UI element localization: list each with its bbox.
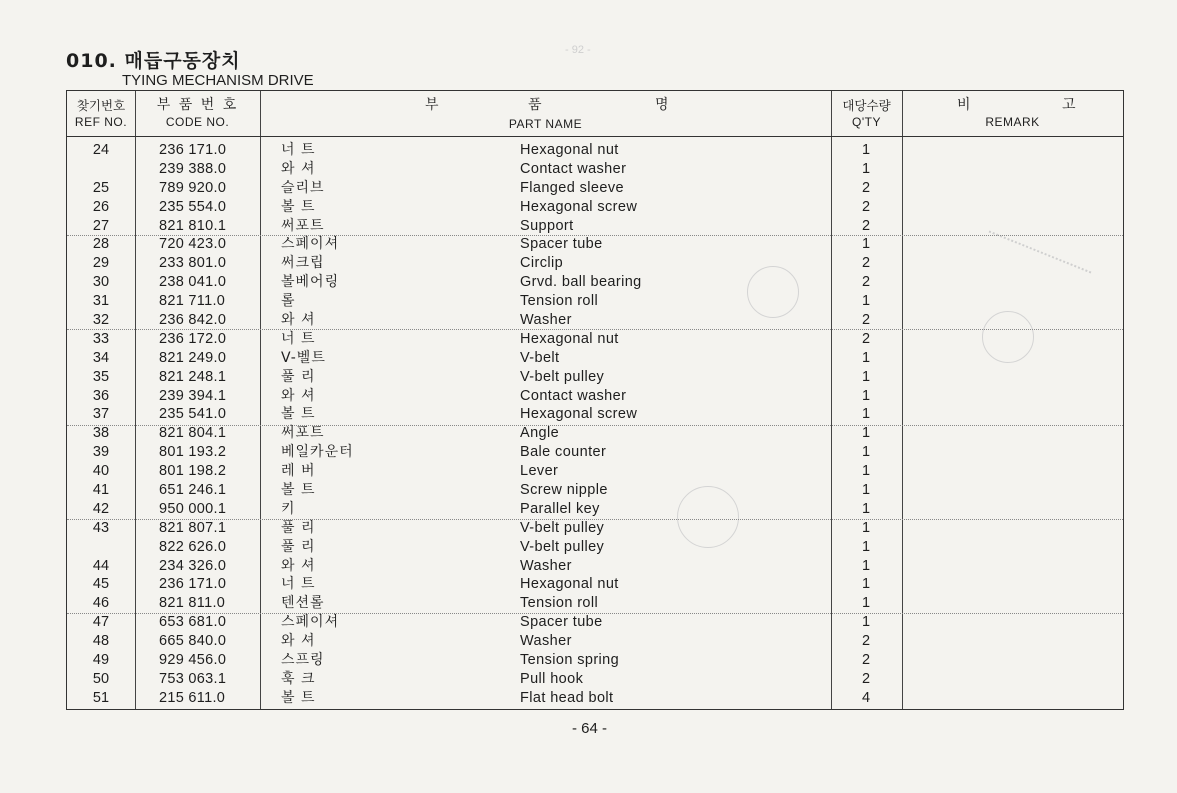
code-no: 929 456.0 — [159, 652, 227, 669]
part-name-ko: 와 셔 — [281, 557, 316, 574]
part-name-ko: 텐션롤 — [281, 595, 325, 612]
part-name-ko: 와 셔 — [281, 633, 316, 650]
code-no: 821 711.0 — [159, 293, 226, 310]
ref-no: 46 — [92, 595, 110, 612]
qty: 2 — [861, 274, 871, 291]
ref-no: 50 — [92, 670, 110, 687]
ref-no: 30 — [92, 274, 110, 291]
qty: 1 — [861, 595, 871, 612]
ref-no: 37 — [92, 406, 110, 423]
table-row — [67, 368, 1123, 387]
title-english: TYING MECHANISM DRIVE — [122, 72, 314, 89]
part-name-ko: 볼 트 — [281, 198, 316, 215]
part-name-en: Hexagonal screw — [520, 198, 638, 215]
table-row — [67, 235, 1123, 254]
ref-no: 42 — [92, 500, 110, 517]
part-name-en: Washer — [520, 633, 572, 650]
code-no: 821 810.1 — [159, 217, 227, 234]
header-qty-ko: 대당수량 — [842, 98, 891, 113]
part-name-en: Support — [520, 217, 574, 234]
qty: 2 — [861, 255, 871, 272]
part-name-en: Contact washer — [520, 160, 627, 177]
part-name-en: Circlip — [520, 255, 564, 272]
part-name-ko: 볼 트 — [281, 406, 316, 423]
part-name-ko: 스프링 — [281, 652, 325, 669]
faint-page-mark: - 92 - — [565, 44, 591, 56]
qty: 2 — [861, 652, 871, 669]
header-name-ko-2: 품 — [528, 97, 544, 113]
qty: 2 — [861, 330, 871, 347]
table-row — [67, 405, 1123, 424]
part-name-en: Angle — [520, 425, 560, 442]
page-number: - 64 - — [572, 720, 608, 737]
ref-no: 35 — [92, 368, 110, 385]
ref-no: 26 — [92, 198, 110, 215]
table-row — [67, 443, 1123, 462]
header-code-en: CODE NO. — [165, 115, 230, 129]
ref-no: 31 — [92, 293, 110, 310]
header-qty — [831, 97, 902, 131]
header-name-en: PART NAME — [508, 117, 583, 131]
part-name-en: Hexagonal nut — [520, 330, 619, 347]
part-name-en: Tension roll — [520, 595, 599, 612]
code-no: 950 000.1 — [159, 500, 227, 517]
qty: 2 — [861, 198, 871, 215]
part-name-en: Washer — [520, 557, 572, 574]
table-row — [67, 198, 1123, 217]
qty: 1 — [861, 557, 871, 574]
part-name-en: Screw nipple — [520, 482, 608, 499]
code-no: 821 807.1 — [159, 519, 227, 536]
part-name-ko: 키 — [281, 500, 296, 517]
table-row — [67, 594, 1123, 613]
part-name-en: Washer — [520, 312, 572, 329]
qty: 1 — [861, 519, 871, 536]
part-name-en: Pull hook — [520, 670, 584, 687]
part-name-en: Contact washer — [520, 387, 627, 404]
part-name-en: V-belt — [520, 349, 560, 366]
part-name-ko: 스페이셔 — [281, 236, 340, 253]
ref-no: 48 — [92, 633, 110, 650]
table-row — [67, 538, 1123, 557]
part-name-ko: 풀 리 — [281, 368, 316, 385]
qty: 1 — [861, 160, 871, 177]
code-no: 235 554.0 — [159, 198, 227, 215]
part-name-en: Hexagonal nut — [520, 576, 619, 593]
ref-no: 43 — [92, 519, 110, 536]
table-row — [67, 254, 1123, 273]
table-body — [67, 141, 1123, 708]
code-no: 801 198.2 — [159, 463, 227, 480]
code-no: 651 246.1 — [159, 482, 227, 499]
part-name-en: Hexagonal nut — [520, 142, 619, 158]
header-remark — [902, 97, 1123, 135]
part-name-en: Flat head bolt — [520, 689, 614, 706]
header-remark-ko-1: 비 — [957, 97, 973, 113]
header-name-ko-3: 명 — [655, 97, 671, 113]
part-name-ko: 롤 — [281, 293, 296, 310]
part-name-en: Hexagonal screw — [520, 406, 638, 423]
table-row — [67, 349, 1123, 368]
header-code-ko: 부 품 번 호 — [156, 97, 239, 113]
qty: 4 — [861, 689, 871, 706]
table-row — [67, 273, 1123, 292]
ref-no: 34 — [92, 349, 110, 366]
qty: 1 — [861, 614, 871, 631]
part-name-en: Bale counter — [520, 444, 607, 461]
part-name-ko: 베일카운터 — [281, 444, 354, 461]
part-name-ko: 써포트 — [281, 217, 325, 234]
table-row — [67, 557, 1123, 576]
part-name-ko: V-벨트 — [281, 349, 326, 366]
qty: 2 — [861, 633, 871, 650]
part-name-ko: 풀 리 — [281, 538, 316, 555]
code-no: 653 681.0 — [159, 614, 227, 631]
part-name-ko: 와 셔 — [281, 312, 316, 329]
table-row — [67, 311, 1123, 330]
table-row — [67, 160, 1123, 179]
part-name-ko: 와 셔 — [281, 387, 316, 404]
qty: 2 — [861, 312, 871, 329]
table-row — [67, 424, 1123, 443]
parts-table — [66, 90, 1124, 710]
qty: 2 — [861, 670, 871, 687]
ref-no: 39 — [92, 444, 110, 461]
part-name-ko: 스페이셔 — [281, 614, 340, 631]
table-row — [67, 141, 1123, 160]
header-code — [135, 97, 260, 131]
ref-no: 27 — [92, 217, 110, 234]
code-no: 236 171.0 — [159, 576, 227, 593]
table-row — [67, 651, 1123, 670]
header-part-name — [260, 97, 831, 135]
header-ref — [67, 97, 135, 131]
table-row — [67, 689, 1123, 708]
qty: 1 — [861, 387, 871, 404]
part-name-ko: 볼 트 — [281, 482, 316, 499]
part-name-en: Parallel key — [520, 500, 600, 517]
qty: 1 — [861, 482, 871, 499]
table-row — [67, 613, 1123, 632]
part-name-ko: 써포트 — [281, 425, 325, 442]
code-no: 233 801.0 — [159, 255, 227, 272]
page-title-block — [66, 50, 314, 90]
qty: 1 — [861, 236, 871, 253]
ref-no: 29 — [92, 255, 110, 272]
qty: 1 — [861, 463, 871, 480]
ref-no: 51 — [92, 689, 110, 706]
code-no: 236 171.0 — [159, 142, 227, 158]
part-name-ko: 레 버 — [281, 463, 316, 480]
qty: 1 — [861, 444, 871, 461]
header-name-ko-1: 부 — [425, 97, 441, 113]
title-korean: 010. 매듭구동장치 — [66, 50, 241, 72]
qty: 1 — [861, 425, 871, 442]
table-row — [67, 292, 1123, 311]
ref-no: 24 — [92, 142, 110, 158]
code-no: 236 172.0 — [159, 330, 227, 347]
part-name-en: V-belt pulley — [520, 538, 605, 555]
part-name-en: V-belt pulley — [520, 519, 605, 536]
ref-no: 25 — [92, 179, 110, 196]
table-row — [67, 632, 1123, 651]
ref-no: 28 — [92, 236, 110, 253]
header-ref-ko: 찾기번호 — [76, 98, 126, 113]
table-row — [67, 330, 1123, 349]
table-row — [67, 462, 1123, 481]
qty: 1 — [861, 293, 871, 310]
qty: 1 — [861, 538, 871, 555]
table-row — [67, 387, 1123, 406]
ref-no: 45 — [92, 576, 110, 593]
table-row — [67, 519, 1123, 538]
code-no: 753 063.1 — [159, 670, 227, 687]
ref-no: 49 — [92, 652, 110, 669]
part-name-ko: 너 트 — [281, 330, 316, 347]
ref-no: 47 — [92, 614, 110, 631]
qty: 1 — [861, 368, 871, 385]
code-no: 789 920.0 — [159, 179, 227, 196]
header-divider — [67, 136, 1123, 137]
qty: 1 — [861, 406, 871, 423]
part-name-en: Flanged sleeve — [520, 179, 624, 196]
qty: 1 — [861, 576, 871, 593]
table-row — [67, 179, 1123, 198]
ref-no: 41 — [92, 482, 110, 499]
code-no: 238 041.0 — [159, 274, 227, 291]
code-no: 236 842.0 — [159, 312, 227, 329]
ref-no: 38 — [92, 425, 110, 442]
part-name-ko: 볼 트 — [281, 689, 316, 706]
part-name-en: Grvd. ball bearing — [520, 274, 642, 291]
qty: 1 — [861, 500, 871, 517]
table-row — [67, 481, 1123, 500]
qty: 2 — [861, 217, 871, 234]
code-no: 720 423.0 — [159, 236, 227, 253]
code-no: 234 326.0 — [159, 557, 227, 574]
table-row — [67, 575, 1123, 594]
part-name-ko: 너 트 — [281, 142, 316, 158]
part-name-en: Lever — [520, 463, 559, 480]
part-name-ko: 볼베어링 — [281, 274, 340, 291]
part-name-en: V-belt pulley — [520, 368, 605, 385]
part-name-ko: 써크립 — [281, 255, 325, 272]
code-no: 215 611.0 — [159, 689, 226, 706]
part-name-ko: 와 셔 — [281, 160, 316, 177]
part-name-en: Tension roll — [520, 293, 599, 310]
code-no: 821 249.0 — [159, 349, 227, 366]
ref-no: 40 — [92, 463, 110, 480]
part-name-ko: 너 트 — [281, 576, 316, 593]
ref-no: 33 — [92, 330, 110, 347]
header-remark-en: REMARK — [985, 115, 1040, 129]
qty: 1 — [861, 142, 871, 158]
part-name-ko: 슬리브 — [281, 179, 325, 196]
part-name-en: Spacer tube — [520, 236, 603, 253]
header-qty-en: Q'TY — [852, 115, 881, 129]
ref-no: 32 — [92, 312, 110, 329]
code-no: 239 388.0 — [159, 160, 227, 177]
code-no: 235 541.0 — [159, 406, 227, 423]
ref-no: 36 — [92, 387, 110, 404]
code-no: 665 840.0 — [159, 633, 227, 650]
code-no: 239 394.1 — [159, 387, 227, 404]
part-name-ko: 훅 크 — [281, 670, 316, 687]
table-row — [67, 670, 1123, 689]
code-no: 821 811.0 — [159, 595, 226, 612]
code-no: 821 804.1 — [159, 425, 227, 442]
qty: 1 — [861, 349, 871, 366]
ref-no: 44 — [92, 557, 110, 574]
part-name-en: Spacer tube — [520, 614, 603, 631]
part-name-ko: 풀 리 — [281, 519, 316, 536]
part-name-en: Tension spring — [520, 652, 620, 669]
header-ref-en: REF NO. — [74, 115, 128, 129]
table-row — [67, 217, 1123, 236]
code-no: 821 248.1 — [159, 368, 227, 385]
header-remark-ko-2: 고 — [1062, 97, 1078, 113]
code-no: 801 193.2 — [159, 444, 227, 461]
code-no: 822 626.0 — [159, 538, 227, 555]
table-row — [67, 500, 1123, 519]
qty: 2 — [861, 179, 871, 196]
